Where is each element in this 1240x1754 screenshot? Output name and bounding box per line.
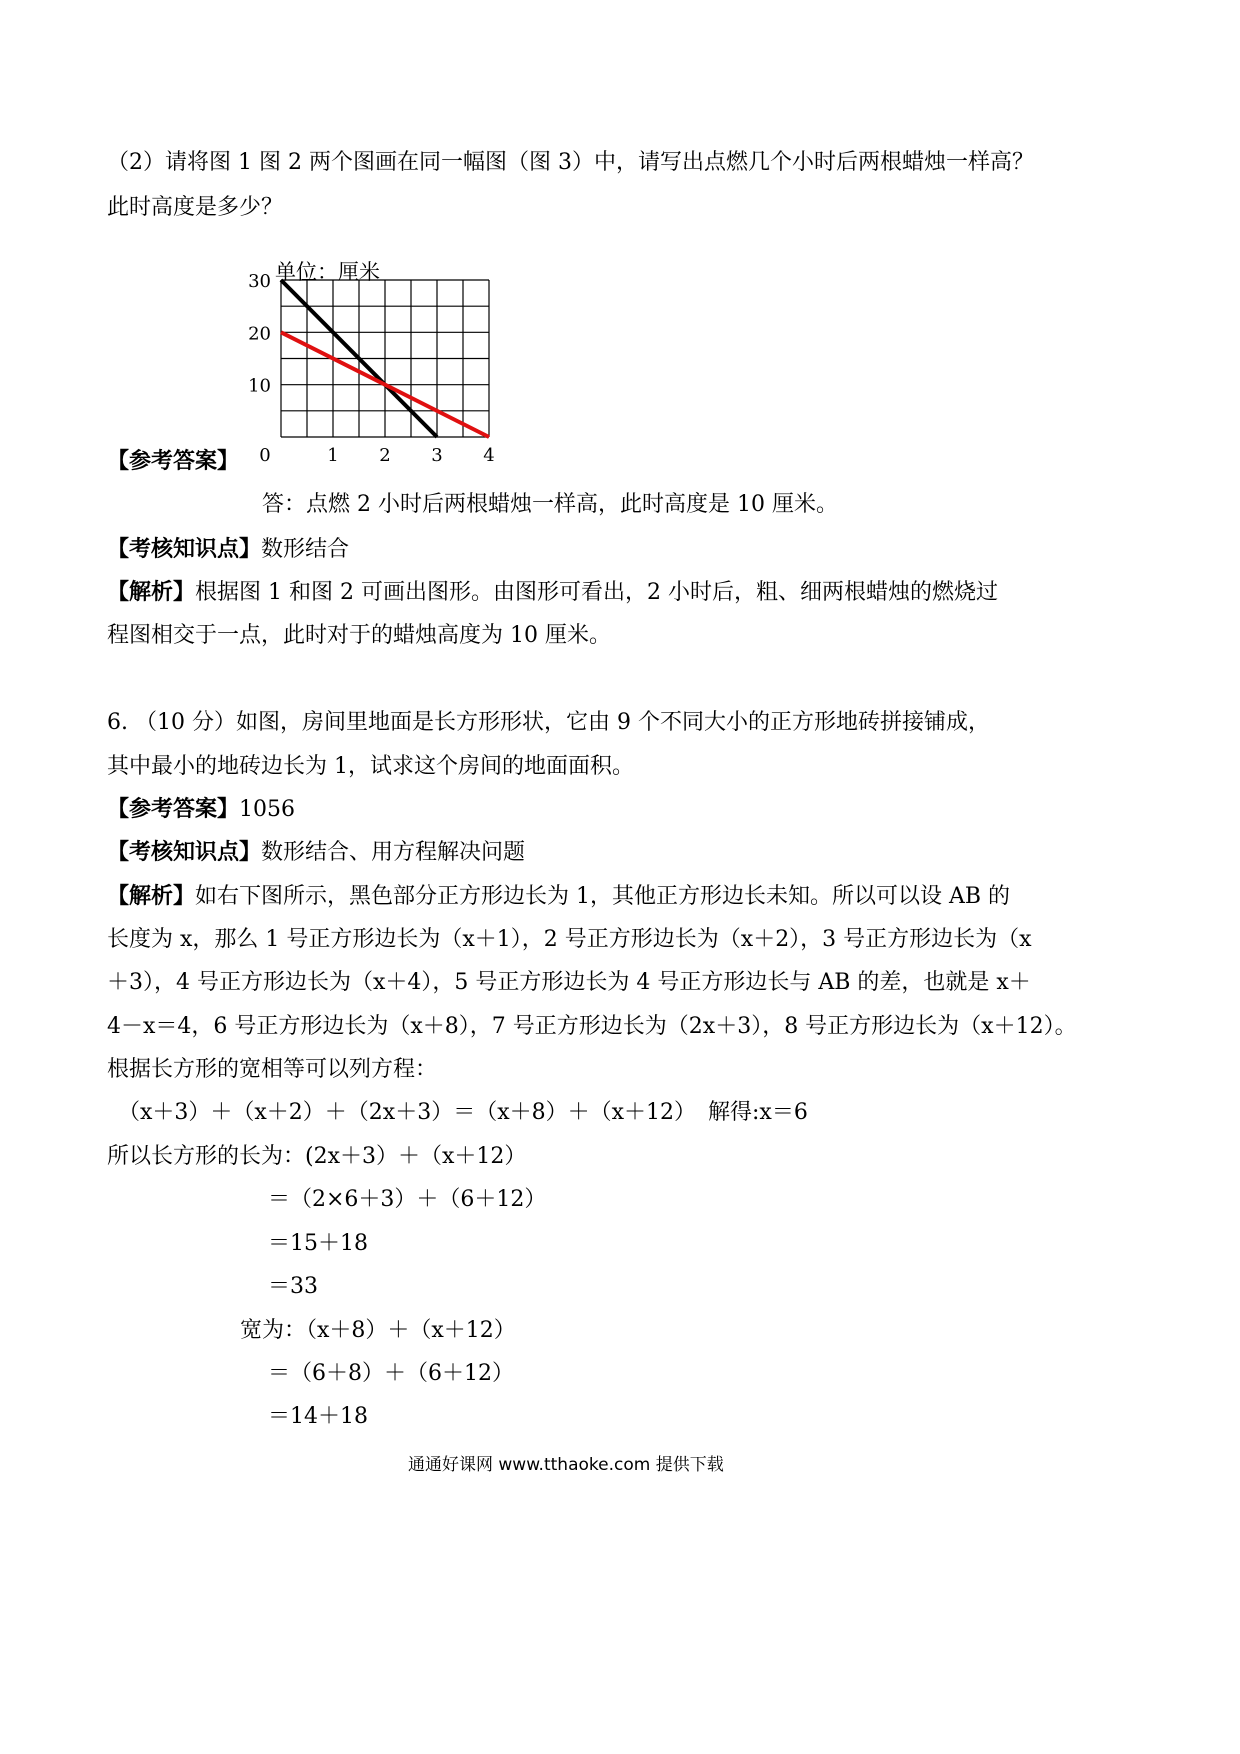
candle-height-chart: [248, 260, 600, 524]
q6-answer-tag: 【参考答案】: [107, 797, 240, 822]
q6-analysis-row-1: [107, 882, 1010, 912]
length-label: 所以长方形的长为：(2x＋3）＋（x＋12）: [107, 1144, 527, 1169]
q6-knowledge-row: [107, 838, 525, 868]
question-line-2: 此时高度是多少？: [107, 195, 284, 220]
knowledge-text: 数形结合: [261, 537, 350, 562]
answer-text: 答：点燃 2 小时后两根蜡烛一样高，此时高度是 10 厘米。: [262, 492, 838, 517]
length-step: ＝（2×6＋3）＋（6＋12）: [268, 1187, 547, 1212]
q6-knowledge-text: 数形结合、用方程解决问题: [261, 840, 526, 865]
q6-analysis-line: 根据长方形的宽相等可以列方程：: [107, 1057, 438, 1082]
width-step: ＝（6＋8）＋（6＋12）: [268, 1361, 514, 1386]
q6-answer-value: 1056: [239, 797, 296, 822]
analysis-line-2: 程图相交于一点，此时对于的蜡烛高度为 10 厘米。: [107, 623, 611, 648]
x-tick-label: 1: [327, 445, 339, 466]
y-tick-label: 30: [248, 271, 271, 292]
q6-line-2: 其中最小的地砖边长为 1，试求这个房间的地面面积。: [107, 754, 634, 779]
x-tick-label: 4: [483, 445, 495, 466]
q6-analysis-line: 4－x＝4，6 号正方形边长为（x＋8），7 号正方形边长为（2x＋3），8 号正方形边长为（x＋12）。: [107, 1014, 1077, 1039]
length-step: ＝33: [268, 1274, 318, 1299]
equation: （x＋3）＋（x＋2）＋（2x＋3）＝（x＋8）＋（x＋12）: [118, 1100, 697, 1125]
q6-knowledge-tag: 【考核知识点】: [107, 840, 262, 865]
x-tick-label: 0: [259, 445, 271, 466]
q6-analysis-line: ＋3），4 号正方形边长为（x＋4），5 号正方形边长为 4 号正方形边长与 AB 的差，也就是 x＋: [107, 970, 1031, 995]
q6-answer-row: [107, 795, 295, 825]
y-tick-label: 10: [248, 375, 271, 397]
x-tick-label: 2: [379, 445, 391, 466]
length-step: ＝15＋18: [268, 1231, 368, 1256]
q6-analysis-line: 长度为 x，那么 1 号正方形边长为（x＋1），2 号正方形边长为（x＋2），3 号正方形边长为（x: [107, 927, 1032, 952]
q6-analysis-line: 如右下图所示，黑色部分正方形边长为 1，其他正方形边长未知。所以可以设 AB 的: [195, 884, 1011, 909]
question-line-1: （2）请将图 1 图 2 两个图画在同一幅图（图 3）中，请写出点燃几个小时后两根蜡烛一样高？: [107, 150, 1034, 175]
solution: 解得:x＝6: [708, 1100, 808, 1125]
analysis-line-1: 根据图 1 和图 2 可画出图形。由图形可看出，2 小时后，粗、细两根蜡烛的燃烧过: [195, 580, 998, 605]
analysis-row-1: [107, 578, 998, 608]
q6-line-1: 6. （10 分）如图，房间里地面是长方形形状，它由 9 个不同大小的正方形地砖拼接铺成，: [107, 710, 990, 735]
answer-tag: 【参考答案】: [107, 449, 240, 474]
knowledge-tag: 【考核知识点】: [107, 537, 262, 562]
y-tick-label: 20: [248, 323, 271, 345]
footer-text: 通通好课网 www.tthaoke.com 提供下载: [408, 1455, 724, 1475]
width-step: ＝14＋18: [268, 1404, 368, 1429]
analysis-tag: 【解析】: [107, 580, 196, 605]
chart-title: 单位：厘米: [275, 260, 380, 285]
width-label: 宽为：（x＋8）＋（x＋12）: [240, 1318, 516, 1343]
q6-analysis-tag: 【解析】: [107, 884, 196, 909]
x-tick-label: 3: [431, 445, 443, 466]
knowledge-row: [107, 535, 349, 565]
